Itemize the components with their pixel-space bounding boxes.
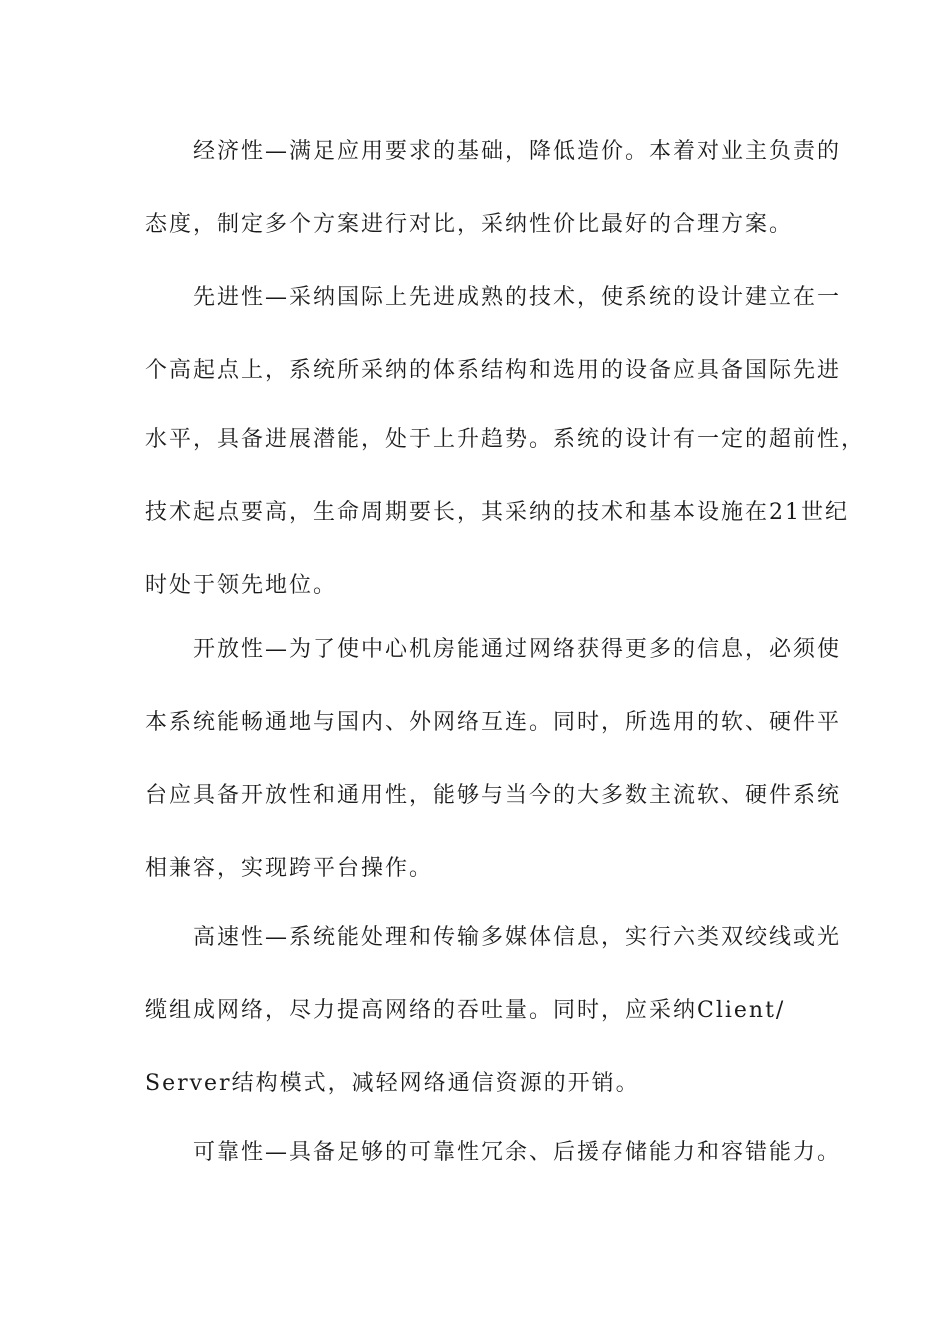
text-line: 个高起点上，系统所采纳的体系结构和选用的设备应具备国际先进 [145,358,842,383]
text-line: 开放性—为了使中心机房能通过网络获得更多的信息，必须使 [193,637,842,662]
text-line: 水平，具备进展潜能，处于上升趋势。系统的设计有一定的超前性， [145,427,866,452]
text-line: 高速性—系统能处理和传输多媒体信息，实行六类双绞线或光 [193,925,842,950]
text-line: 相兼容，实现跨平台操作。 [145,856,434,881]
text-line: 先进性—采纳国际上先进成熟的技术，使系统的设计建立在一 [193,285,842,310]
text-line: 态度，制定多个方案进行对比，采纳性价比最好的合理方案。 [145,212,794,237]
text-line: 本系统能畅通地与国内、外网络互连。同时，所选用的软、硬件平 [145,710,842,735]
text-line: 经济性—满足应用要求的基础，降低造价。本着对业主负责的 [193,139,842,164]
text-line: 缆组成网络，尽力提高网络的吞吐量。同时，应采纳Client/ [145,998,786,1023]
text-line: 技术起点要高，生命周期要长，其采纳的技术和基本设施在21世纪 [145,500,849,525]
text-line: Server结构模式，减轻网络通信资源的开销。 [145,1071,640,1096]
text-line: 时处于领先地位。 [145,573,338,598]
text-line: 台应具备开放性和通用性，能够与当今的大多数主流软、硬件系统 [145,783,842,808]
text-line: 可靠性—具备足够的可靠性冗余、后援存储能力和容错能力。 [193,1140,842,1165]
